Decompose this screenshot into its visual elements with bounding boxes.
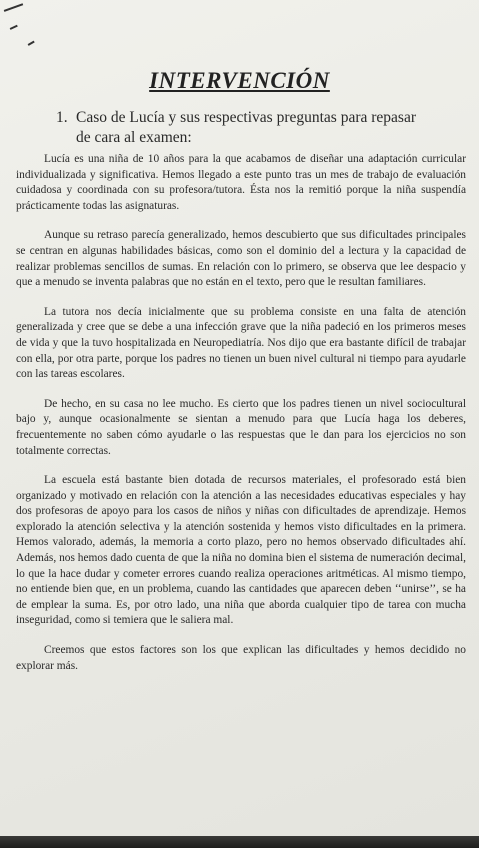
section-heading: [56, 108, 426, 148]
page-title: INTERVENCIÓN: [149, 68, 330, 93]
table-surface: [0, 836, 479, 848]
paragraph: Creemos que estos factores son los que explican las dificultades y hemos decidido no explorar más.: [16, 644, 466, 672]
pen-mark: [4, 3, 23, 11]
section-heading-text: Caso de Lucía y sus respectivas preguntas para repasar de cara al examen:: [76, 109, 417, 146]
paragraph: La tutora nos decía inicialmente que su problema consiste en una falta de atención generalizada y cree que se debe a una infección grave que la niña padeció en los primeros meses de vida y que la tuvo hospitalizada en Neuropediatría. Nos dijo que era bastante difícil de trabajar con ella, por otra parte, porque los padres no tienen un buen nivel cultural ni tiempo para ayudarle con las tareas escolares.: [16, 305, 466, 381]
paragraph: Lucía es una niña de 10 años para la que acabamos de diseñar una adaptación curricular individualizada y significativa. Hemos llegado a este punto tras un mes de trabajo de evaluación cuidadosa y coordinada con su profesora/tutora. Ésta nos la remitió porque la niña suspendía prácticamente todas las asignaturas.: [16, 153, 466, 212]
section-number: 1.: [56, 109, 68, 126]
paragraph: Aunque su retraso parecía generalizado, hemos descubierto que sus dificultades principales se centran en algunas habilidades básicas, como son el dominio del a lectura y la capacidad de realizar problemas sencillos de sumas. En relación con lo primero, se observa que lee despacio y que a menudo se inventa palabras que no están en el texto, pero que le resultan familiares.: [16, 229, 466, 289]
document-body: [16, 152, 466, 688]
paragraph: La escuela está bastante bien dotada de recursos materiales, el profesorado está bien organizado y motivado en relación con la atención a las necesidades educativas especiales y hay dos profesoras de apoyo para los casos de niños y niñas con dificultades de aprendizaje. Hemos explorado la atención selectiva y la atención sostenida y hemos visto dificultades en la primera. Hemos valorado, además, la memoria a corto plazo, pero no hemos observado dificultades ahí. Además, nos hemos dado cuenta de que la niña no domina bien el sistema de numeración decimal, lo que la hace dudar y cometer errores cuando realiza operaciones aritméticas. Al mismo tiempo, no entiende bien que, en un problema, cuando las cantidades que aparecen deben ‘‘unirse’’, se ha de emplear la suma. Es, por otro lado, una niña que aborda cualquier tipo de tarea con mucha inseguridad, como si temiera que le saliera mal.: [16, 474, 466, 627]
pen-mark: [28, 41, 35, 46]
paragraph: De hecho, en su casa no lee mucho. Es cierto que los padres tienen un nivel sociocultural bajo y, aunque ocasionalmente se sientan a menudo para que Lucía haga los deberes, frecuentemente no saben cómo ayudarle o las respuestas que le dan para los ejercicios no son totalmente correctas.: [16, 397, 466, 457]
pen-mark: [10, 25, 18, 30]
